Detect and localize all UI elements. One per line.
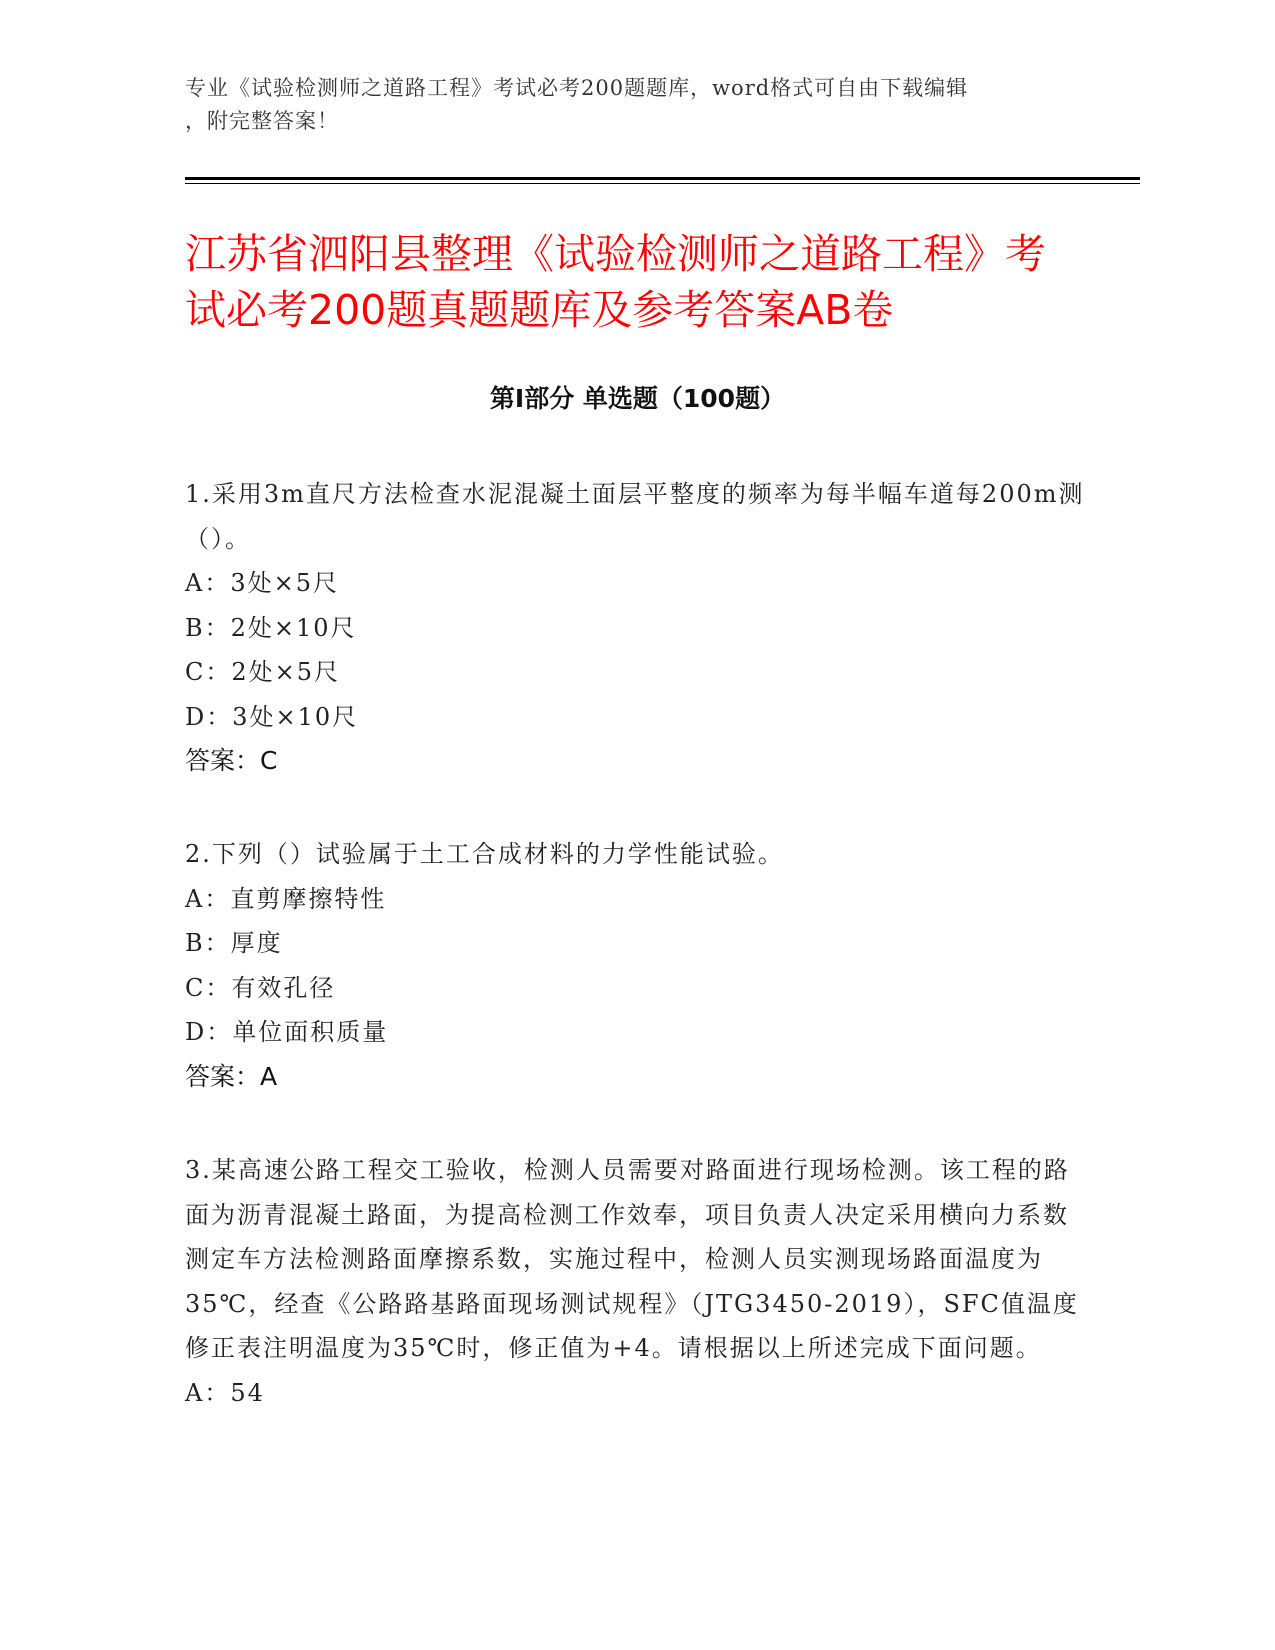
option-c: C：2处×5尺 xyxy=(185,658,341,686)
question-stem: 1.采用3m直尺方法检查水泥混凝土面层平整度的频率为每半幅车道每200m测（）。 xyxy=(185,480,1085,553)
option-a: A：直剪摩擦特性 xyxy=(185,884,387,913)
document-title: 江苏省泗阳县整理《试验检测师之道路工程》考试必考200题真题题库及参考答案AB卷 xyxy=(185,230,1046,334)
option-d: D：3处×10尺 xyxy=(185,702,359,731)
option-a: A：54 xyxy=(185,1378,265,1407)
option-c: C：有效孔径 xyxy=(185,973,336,1002)
header-rule-thin xyxy=(185,183,1140,184)
question-stem: 2.下列（）试验属于土工合成材料的力学性能试验。 xyxy=(185,840,784,868)
question-3 xyxy=(185,1148,1085,1415)
question-1 xyxy=(185,472,1085,784)
question-stem: 3.某高速公路工程交工验收，检测人员需要对路面进行现场检测。该工程的路面为沥青混凝土路面，为提高检测工作效奉，项目负责人决定采用横向力系数测定车方法检测路面摩擦系数，实施过程中，检测人员实测现场路面温度为35℃，经查《公路路基路面现场测试规程》（JTG3450-2019），SFC值温度修正表注明温度为35℃时，修正值为+4。请根据以上所述完成下面问题。 xyxy=(185,1156,1079,1362)
option-b: B：厚度 xyxy=(185,929,283,957)
answer-line: 答案：A xyxy=(185,1061,278,1091)
question-2 xyxy=(185,832,1085,1099)
header-rule-thick xyxy=(185,177,1140,180)
answer-line: 答案：C xyxy=(185,746,278,775)
section-title: 第Ⅰ部分 单选题（100题） xyxy=(489,384,786,413)
header-note-line2: ，附完整答案！ xyxy=(185,109,339,133)
header-note-line1: 专业《试验检测师之道路工程》考试必考200题题库，word格式可自由下载编辑 xyxy=(185,76,969,100)
header-note xyxy=(185,72,1065,138)
option-a: A：3处×5尺 xyxy=(185,569,339,597)
option-b: B：2处×10尺 xyxy=(185,613,357,642)
option-d: D：单位面积质量 xyxy=(185,1018,389,1046)
